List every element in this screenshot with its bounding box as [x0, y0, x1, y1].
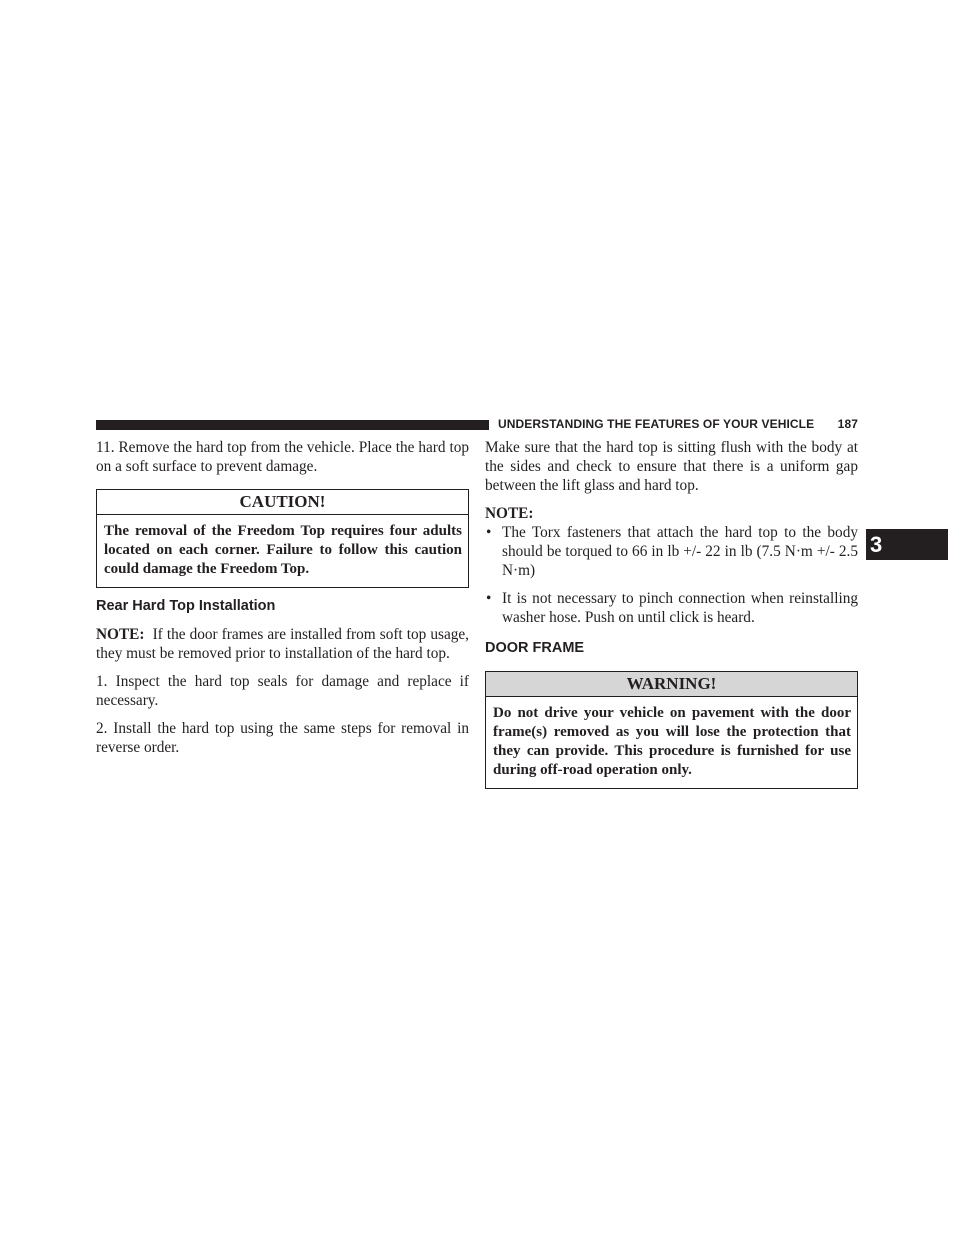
step-1: 1. Inspect the hard top seals for damage and replace if necessary. [96, 673, 469, 709]
step-2: 2. Install the hard top using the same steps for removal in reverse order. [96, 720, 469, 756]
rear-note [96, 625, 469, 663]
warning-box [485, 671, 858, 789]
page-number: 187 [837, 417, 858, 431]
note-label: NOTE: [485, 505, 534, 522]
caution-title: CAUTION! [97, 490, 468, 515]
door-frame-heading: DOOR FRAME [485, 640, 585, 656]
warning-title: WARNING! [486, 672, 857, 697]
step-11: 11. Remove the hard top from the vehicle. Place the hard top on a soft surface to prevent damage. [96, 439, 469, 475]
note-bullet-list [485, 523, 858, 627]
rear-hard-top-heading: Rear Hard Top Installation [96, 598, 276, 614]
warning-body: Do not drive your vehicle on pavement with the door frame(s) removed as you will lose the protection that they can provide. This procedure is furnished for use during off-road operation only. [493, 705, 851, 778]
flush-check-paragraph: Make sure that the hard top is sitting flush with the body at the sides and check to ensure that there is a uniform gap between the lift glass and hard top. [485, 439, 858, 494]
caution-body: The removal of the Freedom Top requires four adults located on each corner. Failure to follow this caution could damage the Freedom Top. [104, 523, 462, 577]
note-text: If the door frames are installed from soft top usage, they must be removed prior to installation of the hard top. [96, 626, 469, 662]
note-heading [485, 504, 858, 523]
running-header [498, 417, 858, 431]
bullet-torx: • The Torx fasteners that attach the hard top to the body should be torqued to 66 in lb +/- 22 in lb (7.5 N·m +/- 2.5 N·m) [485, 523, 858, 580]
chapter-tab: 3 [866, 529, 948, 560]
note-label: NOTE: [96, 626, 145, 643]
header-rule [96, 420, 489, 430]
right-column [485, 438, 858, 789]
left-column [96, 438, 469, 757]
bullet-washer-hose: • It is not necessary to pinch connection when reinstalling washer hose. Push on until click is heard. [485, 589, 858, 627]
section-title: UNDERSTANDING THE FEATURES OF YOUR VEHICLE [498, 417, 815, 431]
caution-box [96, 489, 469, 588]
